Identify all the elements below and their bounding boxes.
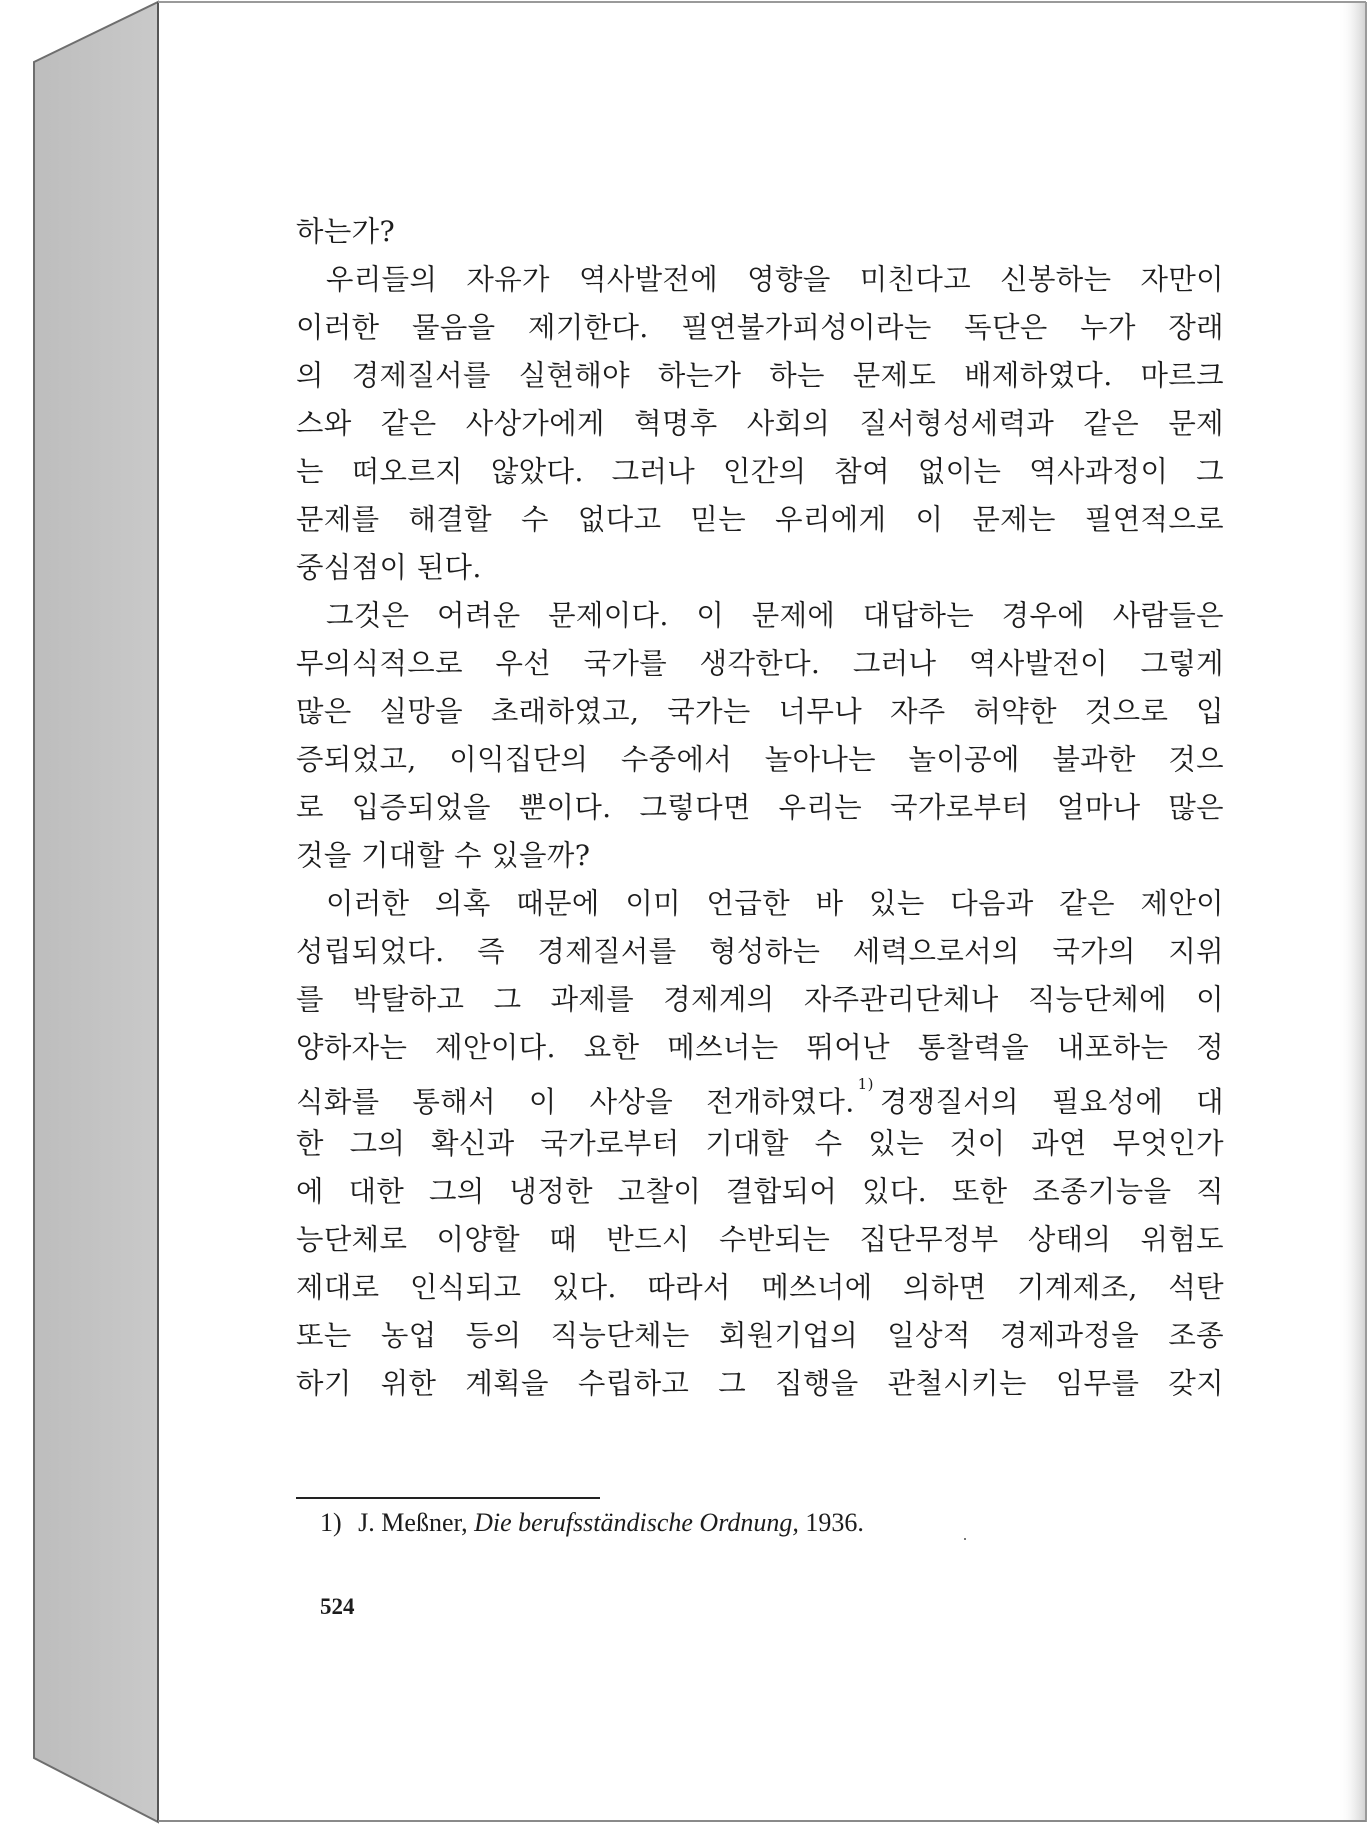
text-line: 에 대한 그의 냉정한 고찰이 결합되어 있다. 또한 조종기능을 직 <box>296 1175 1224 1208</box>
text-line: 무의식적으로 우선 국가를 생각한다. 그러나 역사발전이 그렇게 <box>296 647 1224 680</box>
footnote-number: 1) <box>320 1508 342 1537</box>
text-line: 그것은 어려운 문제이다. 이 문제에 대답하는 경우에 사람들은 <box>326 599 1224 632</box>
body-text <box>296 208 1224 1408</box>
text-line: 스와 같은 사상가에게 혁명후 사회의 질서형성세력과 같은 문제 <box>296 407 1224 440</box>
text-line: 는 떠오르지 않았다. 그러나 인간의 참여 없이는 역사과정이 그 <box>296 455 1224 488</box>
text-line: 한 그의 확신과 국가로부터 기대할 수 있는 것이 과연 무엇인가 <box>296 1127 1224 1160</box>
text-line: 제대로 인식되고 있다. 따라서 메쓰너에 의하면 기계제조, 석탄 <box>296 1271 1224 1304</box>
text-line: 의 경제질서를 실현해야 하는가 하는 문제도 배제하였다. 마르크 <box>296 359 1224 392</box>
text-line: 또는 농업 등의 직능단체는 회원기업의 일상적 경제과정을 조종 <box>296 1319 1224 1352</box>
footnote-reference[interactable]: 1) <box>857 1075 874 1093</box>
text-line: 우리들의 자유가 역사발전에 영향을 미친다고 신봉하는 자만이 <box>326 263 1224 296</box>
text-line-with-footnote-ref <box>296 1072 1224 1120</box>
text-line: 증되었고, 이익집단의 수중에서 놀아나는 놀이공에 불과한 것으 <box>296 743 1224 776</box>
footnote-title: Die berufsständische Ordnung, <box>474 1508 799 1537</box>
footnote-divider <box>296 1497 600 1499</box>
text-line: 많은 실망을 초래하였고, 국가는 너무나 자주 허약한 것으로 입 <box>296 695 1224 728</box>
page-number: 524 <box>320 1594 355 1619</box>
text-line: 문제를 해결할 수 없다고 믿는 우리에게 이 문제는 필연적으로 <box>296 503 1224 536</box>
text-line: 양하자는 제안이다. 요한 메쓰너는 뛰어난 통찰력을 내포하는 정 <box>296 1031 1224 1064</box>
scan-speck <box>964 1538 966 1540</box>
text-line: 이러한 물음을 제기한다. 필연불가피성이라는 독단은 누가 장래 <box>296 311 1224 344</box>
text-line: 를 박탈하고 그 과제를 경제계의 자주관리단체나 직능단체에 이 <box>296 983 1224 1016</box>
text-line: 하기 위한 계획을 수립하고 그 집행을 관철시키는 임무를 갖지 <box>296 1367 1224 1400</box>
footnote-author: J. Meßner, <box>358 1508 468 1537</box>
text-line: 성립되었다. 즉 경제질서를 형성하는 세력으로서의 국가의 지위 <box>296 935 1224 968</box>
text-line: 것을 기대할 수 있을까? <box>296 839 591 872</box>
text-segment: 식화를 통해서 이 사상을 전개하였다. <box>296 1085 855 1119</box>
text-line: 하는가? <box>296 215 396 248</box>
text-line: 이러한 의혹 때문에 이미 언급한 바 있는 다음과 같은 제안이 <box>326 887 1224 920</box>
footnote-year: 1936. <box>805 1508 864 1537</box>
footnote <box>320 1505 864 1541</box>
text-line: 로 입증되었을 뿐이다. 그렇다면 우리는 국가로부터 얼마나 많은 <box>296 791 1224 824</box>
text-segment: 경쟁질서의 필요성에 대 <box>879 1085 1224 1119</box>
text-line: 중심점이 된다. <box>296 551 482 584</box>
text-line: 능단체로 이양할 때 반드시 수반되는 집단무정부 상태의 위험도 <box>296 1223 1224 1256</box>
